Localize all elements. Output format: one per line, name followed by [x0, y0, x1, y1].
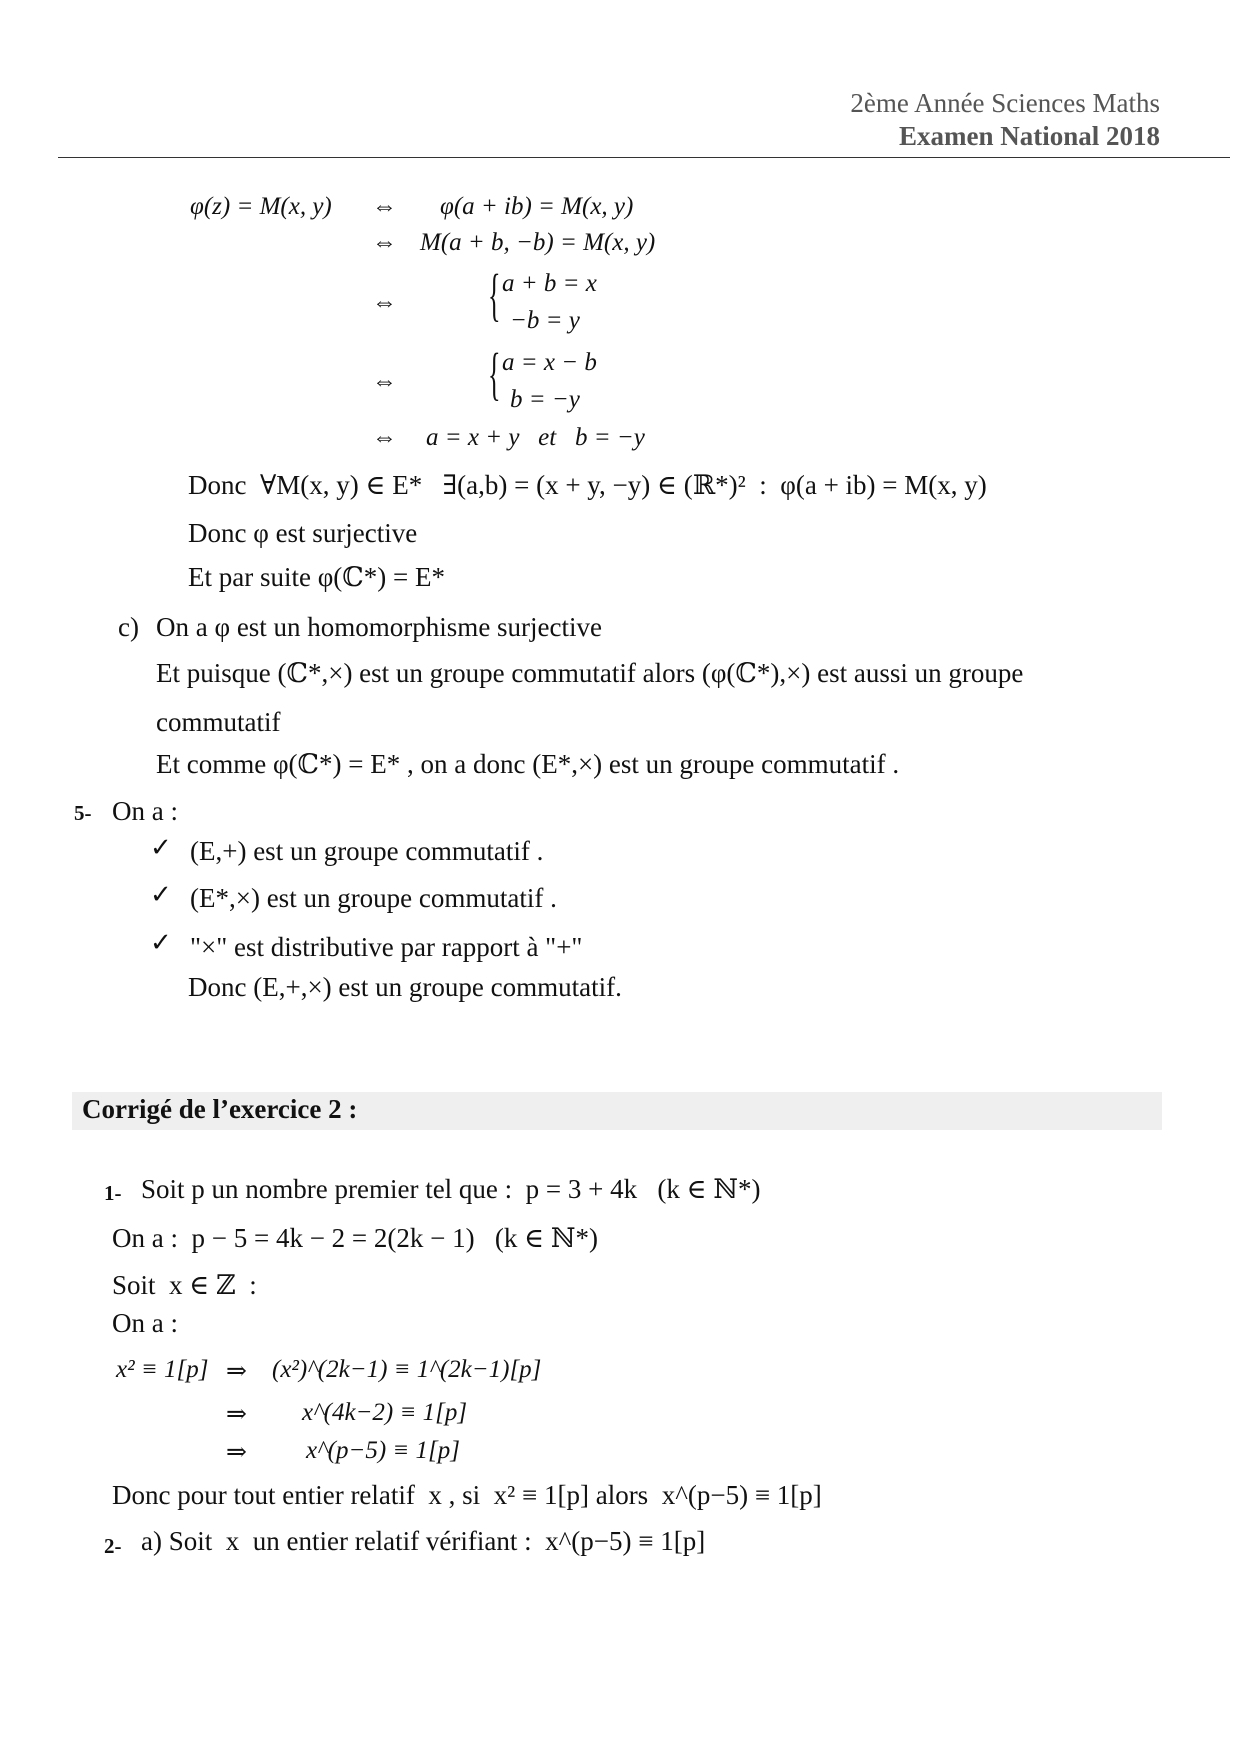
equivalence-symbol: ⇔ [372, 368, 397, 395]
implies-symbol: ⇒ [226, 1358, 247, 1385]
conclusion-surjective: Donc φ est surjective [188, 518, 418, 548]
equivalence-symbol: ⇔ [372, 424, 397, 451]
ex2-on-a-line: On a : p − 5 = 4k − 2 = 2(2k − 1) (k ∈ ℕ*) [112, 1223, 598, 1253]
congruence-step-1: (x²)^(2k−1) ≡ 1^(2k−1)[p] [272, 1356, 542, 1383]
question-5-intro: On a : [112, 796, 178, 826]
system-1-eq-2: −b = y [510, 307, 580, 334]
header-title: Examen National 2018 [898, 121, 1160, 151]
ex2-on-a-label: On a : [112, 1308, 178, 1338]
system-2-eq-1: a = x − b [502, 349, 597, 376]
section-header [72, 1092, 1162, 1130]
implies-symbol: ⇒ [226, 1401, 247, 1428]
conclusion-existence: Donc ∀M(x, y) ∈ E* ∃(a,b) = (x + y, −y) ∈ (ℝ*)² : φ(a + ib) = M(x, y) [188, 470, 987, 500]
question-5-conclusion: Donc (E,+,×) est un groupe commutatif. [188, 972, 622, 1002]
check-icon: ✓ [150, 928, 172, 957]
check-item-3: "×" est distributive par rapport à "+" [190, 932, 583, 962]
derivation-lhs: φ(z) = M(x, y) [190, 193, 332, 220]
question-5-number: 5- [74, 801, 92, 825]
check-item-1: (E,+) est un groupe commutatif . [190, 836, 544, 866]
system-1-eq-1: a + b = x [502, 270, 597, 297]
conclusion-image: Et par suite φ(ℂ*) = E* [188, 562, 445, 592]
ex2-question-1-number: 1- [104, 1181, 122, 1205]
congruence-step-2: x^(4k−2) ≡ 1[p] [302, 1399, 468, 1426]
check-icon: ✓ [150, 880, 172, 909]
derivation-step-1: φ(a + ib) = M(x, y) [440, 193, 634, 220]
ex2-question-1-text: Soit p un nombre premier tel que : p = 3 + 4k (k ∈ ℕ*) [141, 1174, 761, 1204]
header-subtitle: 2ème Année Sciences Maths [850, 88, 1160, 118]
system-brace: { [488, 341, 501, 406]
part-c-line-4: Et comme φ(ℂ*) = E* , on a donc (E*,×) est un groupe commutatif . [156, 749, 900, 779]
check-item-2: (E*,×) est un groupe commutatif . [190, 883, 557, 913]
part-c-label: c) [118, 612, 139, 642]
congruence-lhs: x² ≡ 1[p] [116, 1356, 209, 1383]
system-2-eq-2: b = −y [510, 386, 580, 413]
implies-symbol: ⇒ [226, 1439, 247, 1466]
system-brace: { [488, 262, 501, 327]
equivalence-symbol: ⇔ [372, 193, 397, 220]
ex2-conclusion: Donc pour tout entier relatif x , si x² ≡ 1[p] alors x^(p−5) ≡ 1[p] [112, 1480, 822, 1510]
derivation-step-2: M(a + b, −b) = M(x, y) [420, 229, 656, 256]
derivation-step-5: a = x + y et b = −y [426, 424, 645, 451]
header-rule [58, 157, 1230, 158]
ex2-question-2-text: a) Soit x un entier relatif vérifiant : x^(p−5) ≡ 1[p] [141, 1526, 706, 1556]
equivalence-symbol: ⇔ [372, 229, 397, 256]
check-icon: ✓ [150, 833, 172, 862]
part-c-line-1: On a φ est un homomorphisme surjective [156, 612, 603, 642]
equivalence-symbol: ⇔ [372, 289, 397, 316]
section-title: Corrigé de l’exercice 2 : [82, 1094, 358, 1124]
part-c-line-2: Et puisque (ℂ*,×) est un groupe commutatif alors (φ(ℂ*),×) est aussi un groupe [156, 658, 1024, 688]
ex2-soit-x: Soit x ∈ ℤ : [112, 1270, 257, 1300]
ex2-question-2-number: 2- [104, 1534, 122, 1558]
part-c-line-3: commutatif [156, 707, 281, 737]
congruence-step-3: x^(p−5) ≡ 1[p] [306, 1437, 460, 1464]
